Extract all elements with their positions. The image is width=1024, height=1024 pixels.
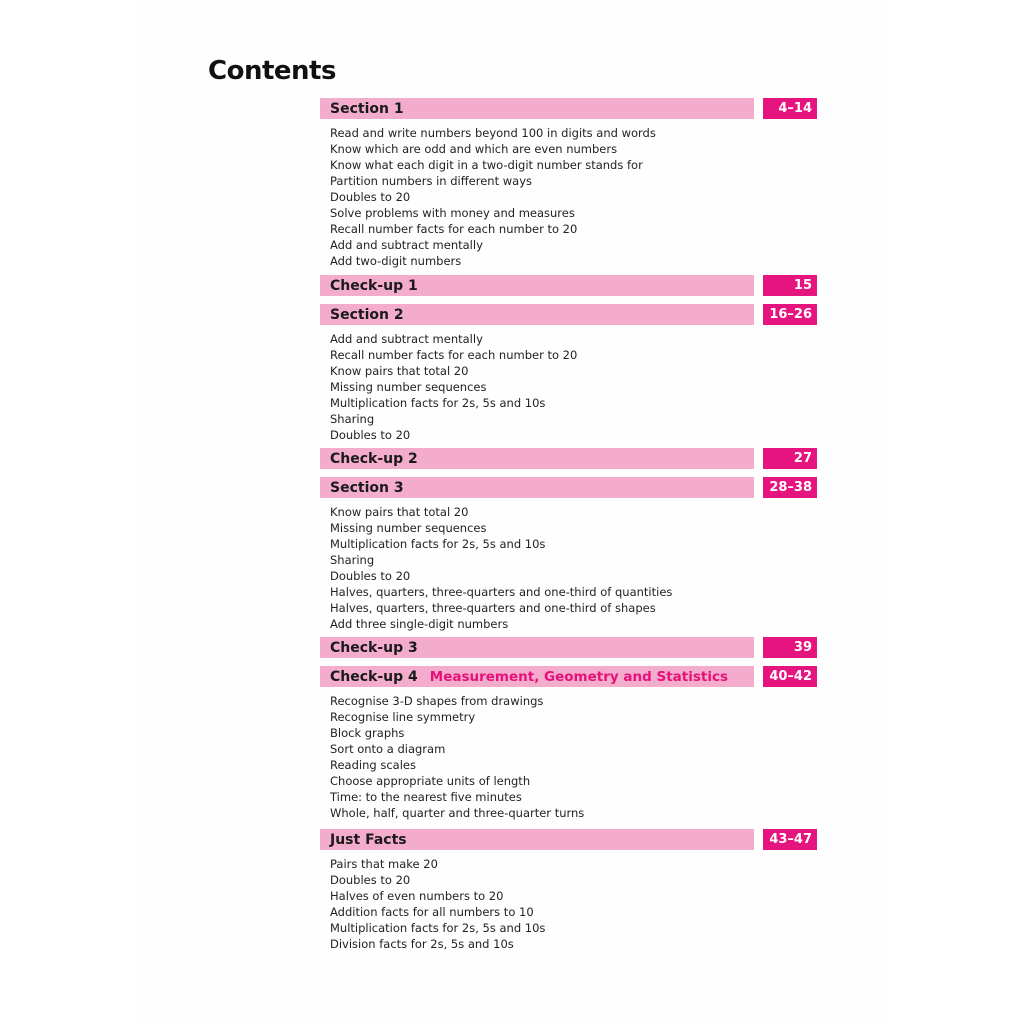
topic-item: Doubles to 20 (330, 190, 411, 204)
topic-item: Doubles to 20 (330, 873, 411, 887)
topic-item: Sort onto a diagram (330, 742, 446, 756)
topic-item: Know pairs that total 20 (330, 505, 469, 519)
topic-item: Recall number facts for each number to 20 (330, 348, 578, 362)
topic-item: Missing number sequences (330, 521, 487, 535)
page-range: 39 (763, 637, 817, 658)
section-title: Check-up 3 (330, 639, 418, 656)
topic-list (320, 498, 817, 632)
page-range: 40–42 (763, 666, 817, 687)
topic-item: Multiplication facts for 2s, 5s and 10s (330, 396, 546, 410)
contents-section (320, 666, 817, 821)
topic-item: Reading scales (330, 758, 416, 772)
page-range: 43–47 (763, 829, 817, 850)
section-title-bar (320, 448, 754, 469)
topic-item: Add and subtract mentally (330, 332, 483, 346)
topic-item: Division facts for 2s, 5s and 10s (330, 937, 514, 951)
page-range: 28–38 (763, 477, 817, 498)
section-header (320, 637, 817, 658)
topic-item: Halves of even numbers to 20 (330, 889, 504, 903)
topic-list (320, 119, 817, 269)
topic-item: Multiplication facts for 2s, 5s and 10s (330, 537, 546, 551)
topic-item: Recognise line symmetry (330, 710, 476, 724)
section-title-bar (320, 304, 754, 325)
topic-item: Halves, quarters, three-quarters and one-third of shapes (330, 601, 656, 615)
section-title: Section 3 (330, 479, 404, 496)
section-header (320, 304, 817, 325)
topic-item: Read and write numbers beyond 100 in digits and words (330, 126, 656, 140)
topic-item: Recognise 3-D shapes from drawings (330, 694, 544, 708)
topic-list (320, 325, 817, 443)
topic-item: Time: to the nearest five minutes (330, 790, 522, 804)
topic-item: Partition numbers in different ways (330, 174, 532, 188)
section-title: Section 1 (330, 100, 404, 117)
section-header (320, 98, 817, 119)
topic-item: Know which are odd and which are even numbers (330, 142, 618, 156)
section-title: Check-up 4 (330, 668, 418, 685)
section-title: Section 2 (330, 306, 404, 323)
section-header (320, 666, 817, 687)
section-header (320, 477, 817, 498)
contents-section (320, 304, 817, 443)
page-range: 4–14 (763, 98, 817, 119)
topic-item: Pairs that make 20 (330, 857, 438, 871)
page-range: 27 (763, 448, 817, 469)
contents-section (320, 637, 817, 658)
topic-item: Add three single-digit numbers (330, 617, 509, 631)
topic-item: Recall number facts for each number to 20 (330, 222, 578, 236)
contents-section (320, 477, 817, 632)
section-title-bar (320, 829, 754, 850)
contents-section (320, 98, 817, 269)
topic-item: Block graphs (330, 726, 405, 740)
section-title: Check-up 2 (330, 450, 418, 467)
page-title: Contents (208, 56, 336, 86)
section-title-bar (320, 637, 754, 658)
contents-section (320, 275, 817, 296)
topic-item: Halves, quarters, three-quarters and one-third of quantities (330, 585, 673, 599)
section-header (320, 829, 817, 850)
topic-item: Know what each digit in a two-digit number stands for (330, 158, 643, 172)
topic-item: Multiplication facts for 2s, 5s and 10s (330, 921, 546, 935)
section-title: Check-up 1 (330, 277, 418, 294)
topic-item: Missing number sequences (330, 380, 487, 394)
topic-item: Choose appropriate units of length (330, 774, 531, 788)
topic-item: Sharing (330, 412, 375, 426)
topic-item: Addition facts for all numbers to 10 (330, 905, 534, 919)
section-title-bar (320, 477, 754, 498)
section-header (320, 275, 817, 296)
contents-list (320, 98, 817, 952)
topic-item: Sharing (330, 553, 375, 567)
topic-item: Doubles to 20 (330, 569, 411, 583)
topic-item: Doubles to 20 (330, 428, 411, 442)
section-header (320, 448, 817, 469)
topic-item: Add two-digit numbers (330, 254, 462, 268)
section-title-bar (320, 275, 754, 296)
section-title-bar (320, 98, 754, 119)
topic-item: Add and subtract mentally (330, 238, 483, 252)
topic-item: Whole, half, quarter and three-quarter turns (330, 806, 585, 820)
section-title-bar (320, 666, 754, 687)
topic-item: Solve problems with money and measures (330, 206, 575, 220)
contents-section (320, 829, 817, 952)
page-range: 16–26 (763, 304, 817, 325)
topic-list (320, 687, 817, 821)
section-title: Just Facts (330, 831, 407, 848)
section-subtitle: Measurement, Geometry and Statistics (429, 668, 728, 685)
page-range: 15 (763, 275, 817, 296)
contents-section (320, 448, 817, 469)
topic-list (320, 850, 817, 952)
topic-item: Know pairs that total 20 (330, 364, 469, 378)
